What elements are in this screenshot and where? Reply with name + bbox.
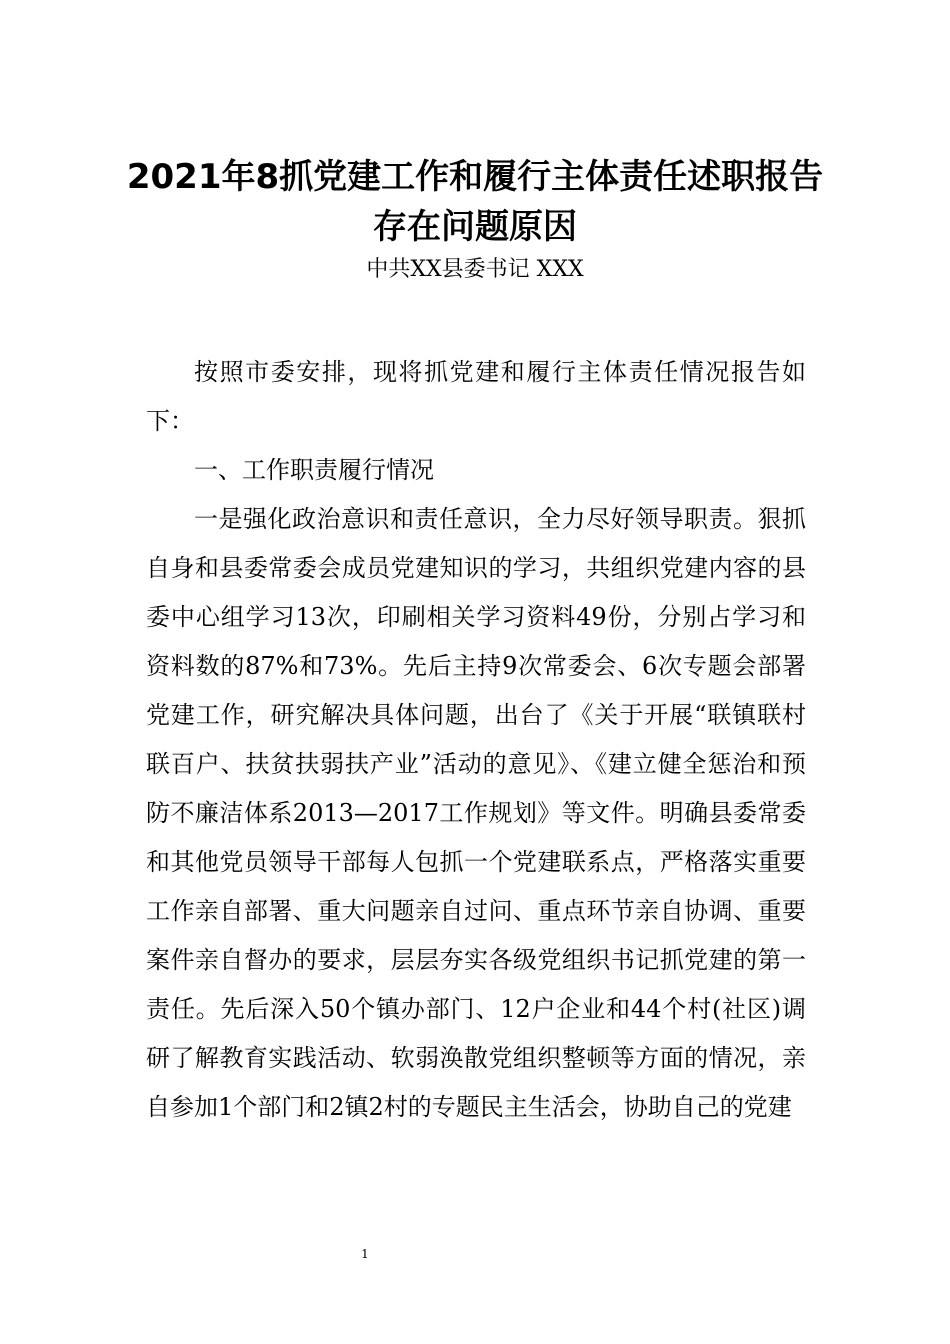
document-body xyxy=(146,348,806,1132)
section-heading: 一、工作职责履行情况 xyxy=(194,456,434,484)
document-title: 2021年8抓党建工作和履行主体责任述职报告存在问题原因 xyxy=(126,157,824,247)
page-number: 1 xyxy=(361,1247,369,1261)
document-author: 中共XX县委书记 XXX xyxy=(366,257,584,282)
intro-paragraph: 按照市委安排，现将抓党建和履行主体责任情况报告如下： xyxy=(146,358,806,435)
body-paragraph: 一是强化政治意识和责任意识，全力尽好领导职责。狠抓自身和县委常委会成员党建知识的学习，共组织党建内容的县委中心组学习13次，印刷相关学习资料49份，分别占学习和资料数的87%和73%。先后主持9次常委会、6次专题会部署党建工作，研究解决具体问题，出台了《关于开展“联镇联村联百户、扶贫扶弱扶产业”活动的意见》、《建立健全惩治和预防不廉洁体系2013—2017工作规划》等文件。明确县委常委和其他党员领导干部每人包抓一个党建联系点，严格落实重要工作亲自部署、重大问题亲自过问、重点环节亲自协调、重要案件亲自督办的要求，层层夯实各级党组织书记抓党建的第一责任。先后深入50个镇办部门、12户企业和44个村(社区)调研了解教育实践活动、软弱涣散党组织整顿等方面的情况，亲自参加1个部门和2镇2村的专题民主生活会，协助自己的党建 xyxy=(146,505,806,1121)
